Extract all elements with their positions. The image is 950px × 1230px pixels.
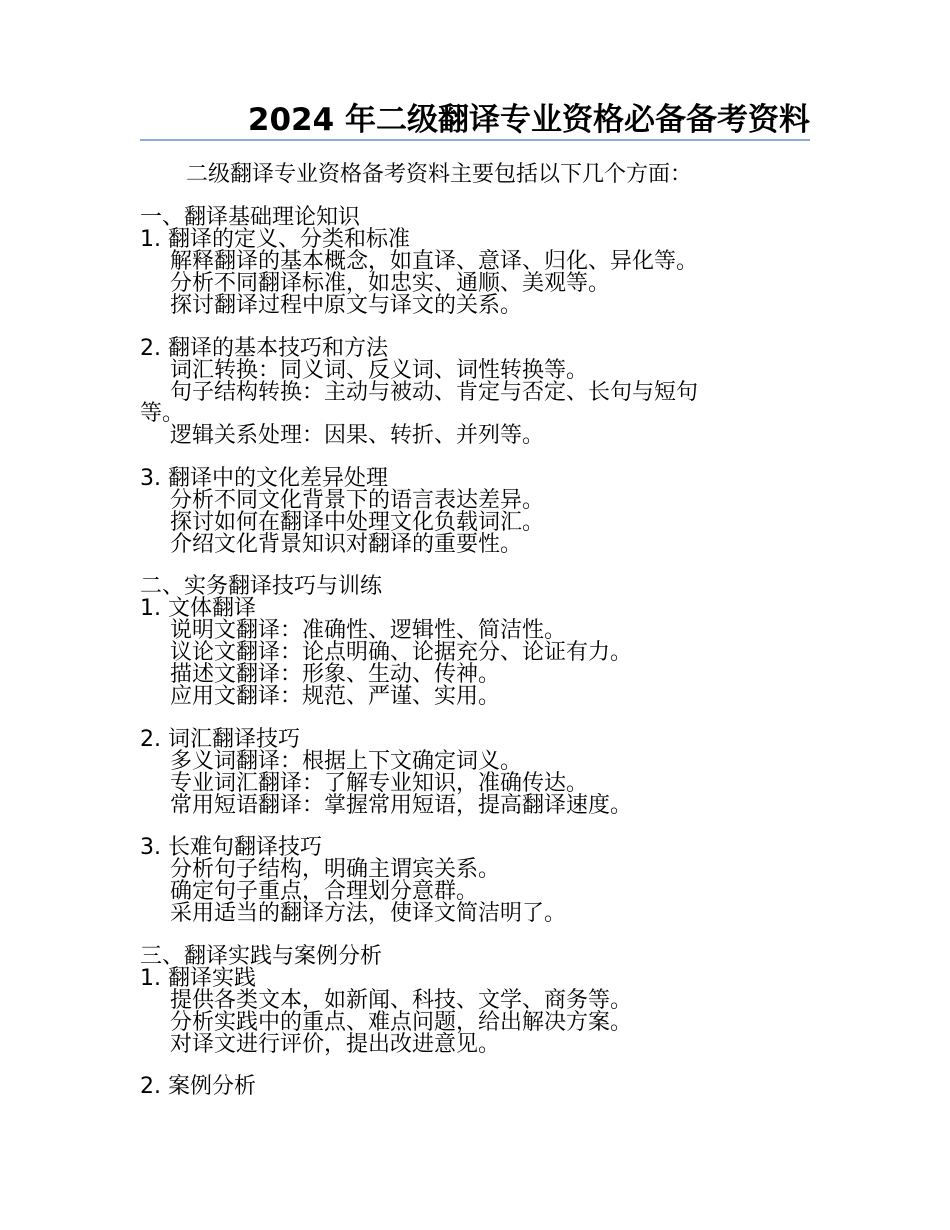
list-item: 描述文翻译：形象、生动、传神。 (170, 662, 501, 687)
list-item: 议论文翻译：论点明确、论据充分、论证有力。 (170, 640, 633, 665)
list-item: 介绍文化背景知识对翻译的重要性。 (170, 532, 523, 557)
list-item: 解释翻译的基本概念，如直译、意译、归化、异化等。 (170, 249, 699, 274)
list-item: 分析不同文化背景下的语言表达差异。 (170, 488, 545, 513)
list-item: 分析句子结构，明确主谓宾关系。 (170, 857, 501, 882)
list-item: 多义词翻译：根据上下文确定词义。 (170, 749, 523, 774)
subsection-heading: 2. 翻译的基本技巧和方法 (140, 336, 388, 361)
list-item: 应用文翻译：规范、严谨、实用。 (170, 684, 501, 709)
subsection-heading: 2. 词汇翻译技巧 (140, 727, 300, 752)
subsection-heading: 1. 翻译实践 (140, 966, 256, 991)
intro-paragraph: 二级翻译专业资格备考资料主要包括以下几个方面： (186, 162, 693, 187)
document-title: 2024 年二级翻译专业资格必备备考资料 (247, 102, 810, 138)
title-underline (140, 139, 810, 141)
list-item: 探讨翻译过程中原文与译文的关系。 (170, 293, 523, 318)
subsection-heading: 3. 长难句翻译技巧 (140, 835, 322, 860)
list-item: 探讨如何在翻译中处理文化负载词汇。 (170, 510, 545, 535)
section-heading: 三、翻译实践与案例分析 (140, 944, 383, 969)
list-item: 对译文进行评价，提出改进意见。 (170, 1032, 501, 1057)
list-item: 句子结构转换：主动与被动、肯定与否定、长句与短句 (170, 380, 699, 405)
list-item: 说明文翻译：准确性、逻辑性、简洁性。 (170, 618, 567, 643)
list-item: 常用短语翻译：掌握常用短语，提高翻译速度。 (170, 793, 633, 818)
list-item: 逻辑关系处理：因果、转折、并列等。 (170, 423, 545, 448)
list-item: 分析不同翻译标准，如忠实、通顺、美观等。 (170, 271, 611, 296)
subsection-heading: 2. 案例分析 (140, 1074, 256, 1099)
list-item: 确定句子重点，合理划分意群。 (170, 879, 479, 904)
list-item: 提供各类文本，如新闻、科技、文学、商务等。 (170, 988, 633, 1013)
subsection-heading: 3. 翻译中的文化差异处理 (140, 466, 388, 491)
section-heading: 二、实务翻译技巧与训练 (140, 574, 383, 599)
subsection-heading: 1. 文体翻译 (140, 596, 256, 621)
list-item-continuation: 等。 (140, 401, 185, 426)
list-item: 专业词汇翻译：了解专业知识，准确传达。 (170, 771, 589, 796)
subsection-heading: 1. 翻译的定义、分类和标准 (140, 227, 410, 252)
list-item: 分析实践中的重点、难点问题，给出解决方案。 (170, 1010, 633, 1035)
list-item: 采用适当的翻译方法，使译文简洁明了。 (170, 901, 567, 926)
list-item: 词汇转换：同义词、反义词、词性转换等。 (170, 358, 589, 383)
section-heading: 一、翻译基础理论知识 (140, 205, 361, 230)
